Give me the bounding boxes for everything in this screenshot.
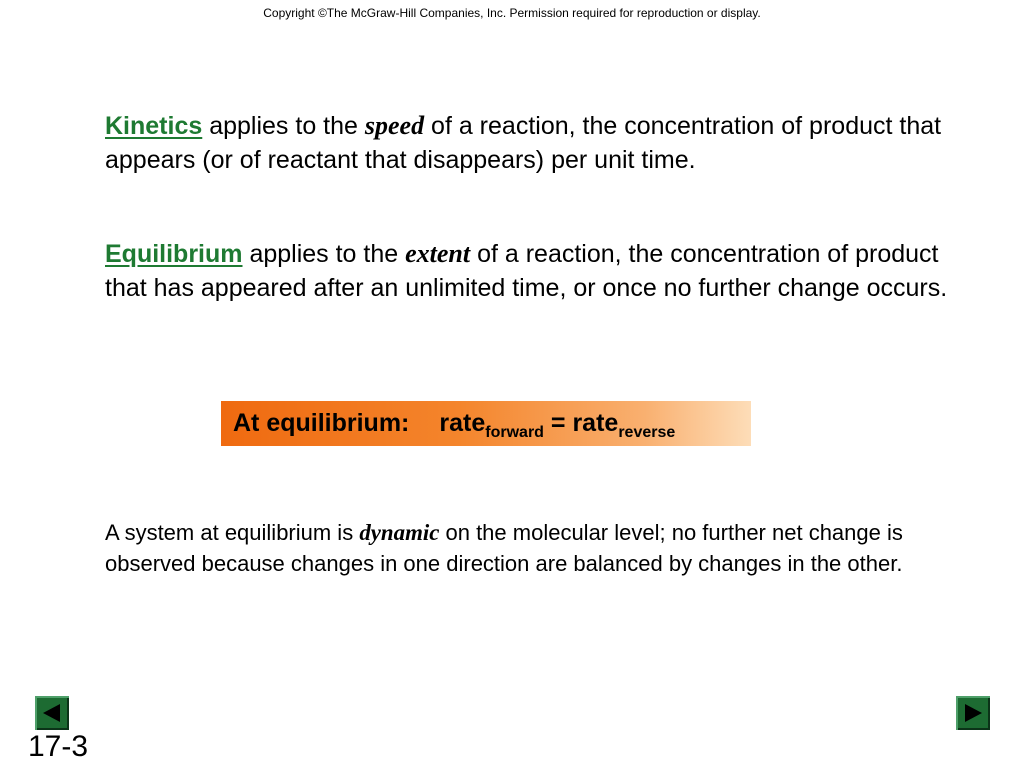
dynamic-paragraph [105, 518, 945, 579]
equilibrium-term[interactable]: Equilibrium [105, 240, 243, 268]
kinetics-paragraph [105, 109, 965, 177]
equation-sub-reverse: reverse [618, 424, 676, 441]
copyright-notice: Copyright ©The McGraw-Hill Companies, Inc. Permission required for reproduction or display. [263, 6, 761, 20]
triangle-left-icon [35, 696, 69, 730]
equation-rate-reverse: rate [572, 409, 619, 437]
equilibrium-text-before: applies to the [242, 240, 406, 268]
equation-equals: = [543, 409, 573, 437]
kinetics-text-before: applies to the [202, 112, 365, 140]
kinetics-text-after: of a reaction, the concentration of product that appears (or of reactant that disappears) per unit time. [105, 112, 942, 174]
equilibrium-emphasis: extent [405, 239, 471, 268]
kinetics-emphasis: speed [364, 111, 425, 140]
equilibrium-text-after: of a reaction, the concentration of product that has appeared after an unlimited time, or once no further change occurs. [105, 240, 948, 302]
equilibrium-equation-box [221, 401, 751, 446]
equilibrium-paragraph [105, 237, 965, 305]
previous-slide-button[interactable] [35, 696, 69, 730]
equation-label: At equilibrium: [233, 409, 410, 437]
equation-rate-forward: rate [439, 409, 486, 437]
next-slide-button[interactable] [956, 696, 990, 730]
dynamic-text-after: on the molecular level; no further net change is observed because changes in one direction are balanced by changes in the other. [105, 520, 903, 576]
kinetics-term[interactable]: Kinetics [105, 112, 203, 140]
equation-sub-forward: forward [485, 424, 544, 441]
slide-number: 17-3 [28, 730, 89, 763]
triangle-right-icon [956, 696, 990, 730]
dynamic-emphasis: dynamic [359, 520, 440, 545]
dynamic-text-before: A system at equilibrium is [105, 520, 360, 545]
